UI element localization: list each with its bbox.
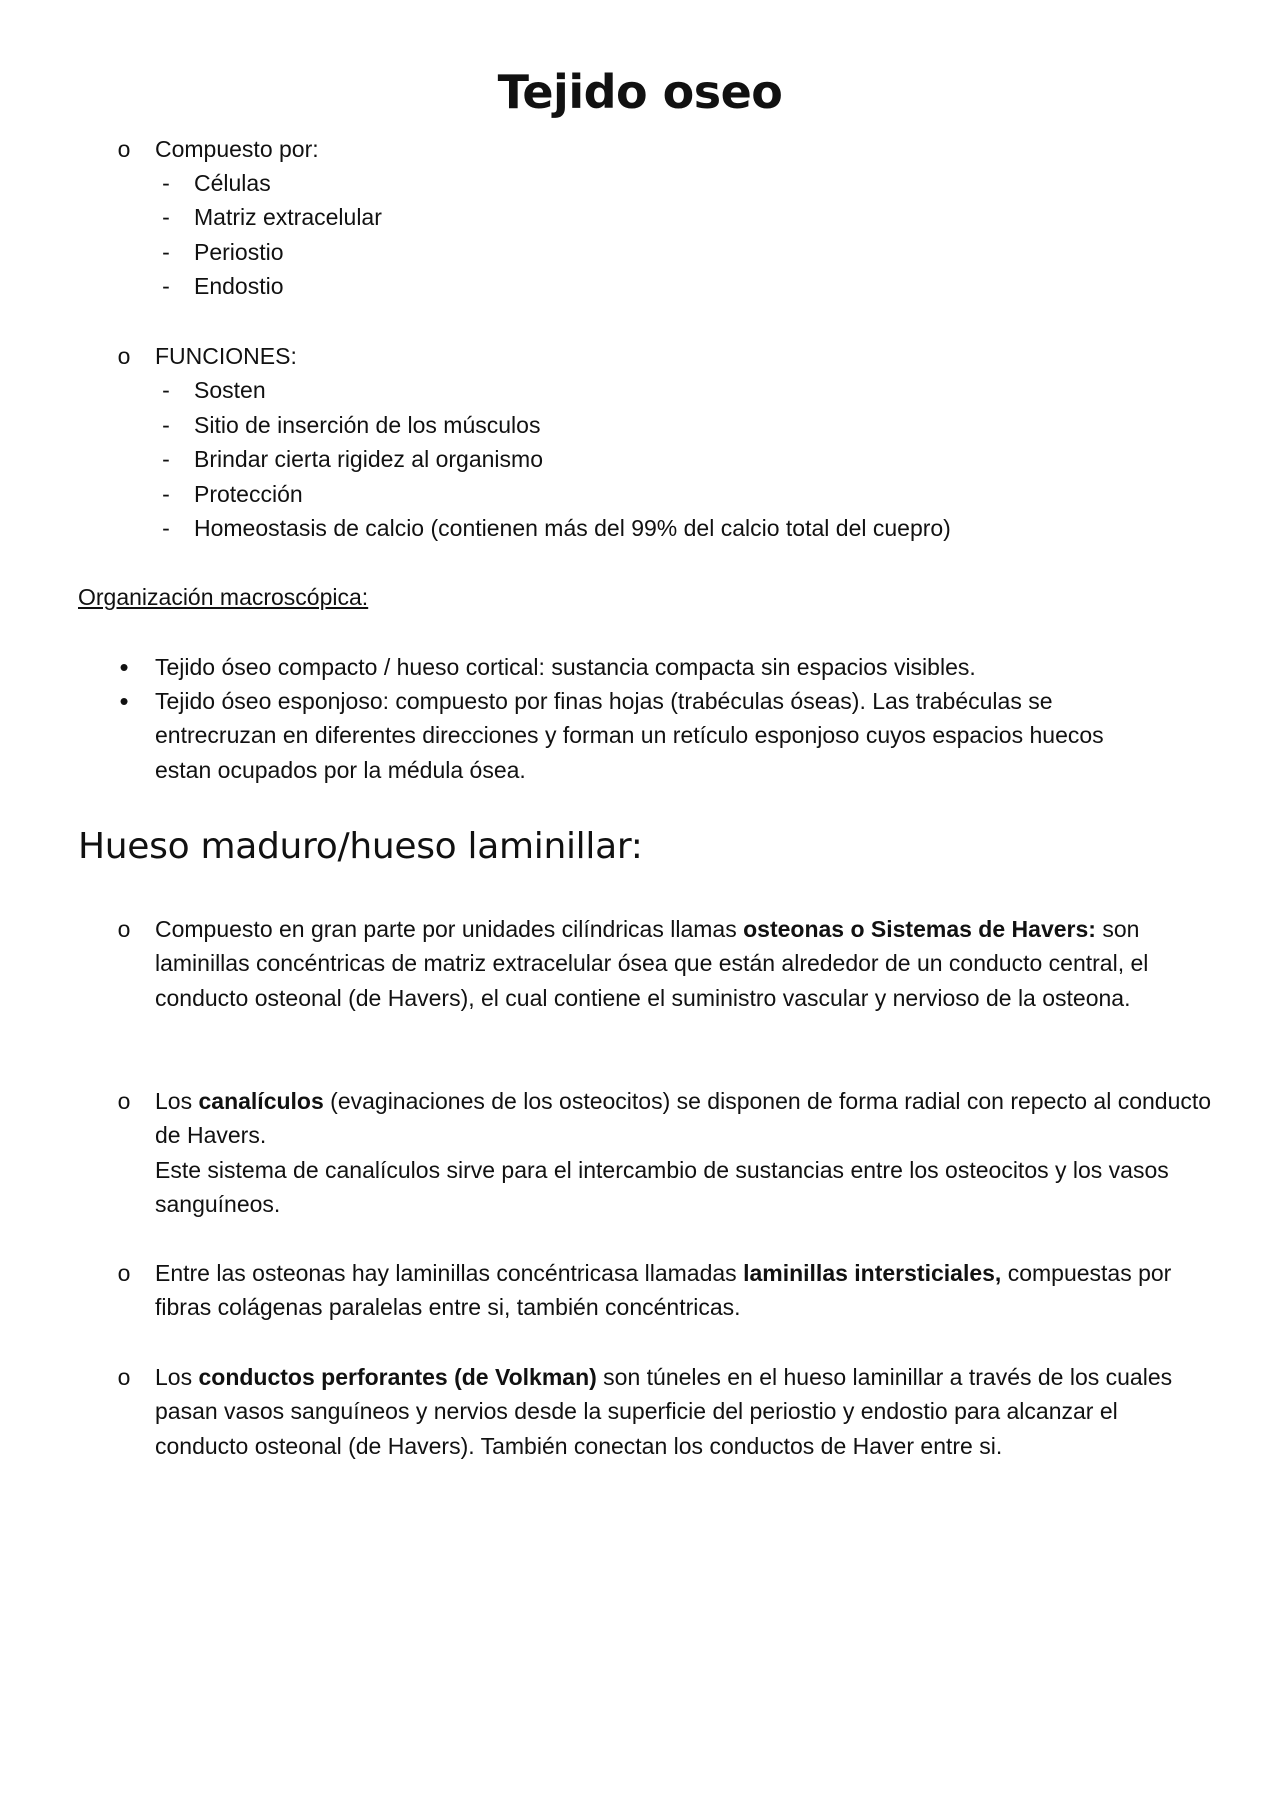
canaliculos-text-post: (evaginaciones de los osteocitos) se disponen de forma radial con repecto al conducto de Havers. (155, 1088, 1212, 1149)
circle-bullet-icon: o (117, 1088, 131, 1114)
circle-bullet-icon: o (117, 343, 131, 369)
list-item: Brindar cierta rigidez al organismo (194, 446, 543, 472)
canaliculos-text-pre: Los (155, 1088, 199, 1114)
page-title: Tejido oseo (497, 65, 783, 119)
list-item: Células (194, 170, 271, 196)
canaliculos-paragraph (155, 1084, 1215, 1221)
compuesto-label: Compuesto por: (155, 136, 319, 162)
list-item: Homeostasis de calcio (contienen más del 99% del calcio total del cuepro) (194, 515, 951, 541)
osteonas-paragraph (155, 912, 1215, 1015)
volkman-text-post: son túneles en el hueso laminillar a través de los cuales pasan vasos sanguíneos y nervios desde la superficie del periostio y endostio para alcanzar el conducto osteonal (de Havers). También conectan los conductos de Haver entre si. (155, 1364, 1173, 1459)
circle-bullet-icon: o (117, 136, 131, 162)
funciones-label: FUNCIONES: (155, 343, 297, 369)
osteonas-text-pre: Compuesto en gran parte por unidades cilíndricas llamas (155, 916, 744, 942)
dash-bullet-icon: - (162, 377, 170, 403)
canaliculos-term: canalículos (198, 1088, 324, 1114)
osteonas-text-post: son laminillas concéntricas de matriz extracelular ósea que están alrededor de un conducto central, el conducto osteonal (de Havers), el cual contiene el suministro vascular y nervioso de la osteona. (155, 916, 1149, 1011)
intersticiales-text-post: compuestas por fibras colágenas paralelas entre si, también concéntricas. (155, 1260, 1172, 1321)
list-item: Endostio (194, 273, 284, 299)
volkman-term: conductos perforantes (de Volkman) (198, 1364, 597, 1390)
intersticiales-term: laminillas intersticiales, (743, 1260, 1002, 1286)
macro-bullet-esponjoso: Tejido óseo esponjoso: compuesto por finas hojas (trabéculas óseas). Las trabéculas se entrecruzan en diferentes direcciones y forman un retículo esponjoso cuyos espacios huecos estan ocupados por la médula ósea. (155, 688, 1104, 783)
list-item: Protección (194, 481, 303, 507)
circle-bullet-icon: o (117, 1364, 131, 1390)
osteonas-term: osteonas o Sistemas de Havers: (743, 916, 1096, 942)
bullet-dot-icon: • (119, 686, 129, 716)
dash-bullet-icon: - (162, 515, 170, 541)
dash-bullet-icon: - (162, 273, 170, 299)
dash-bullet-icon: - (162, 412, 170, 438)
dash-bullet-icon: - (162, 446, 170, 472)
section-heading: Hueso maduro/hueso laminillar: (78, 826, 643, 867)
circle-bullet-icon: o (117, 1260, 131, 1286)
dash-bullet-icon: - (162, 170, 170, 196)
intersticiales-paragraph (155, 1256, 1215, 1325)
dash-bullet-icon: - (162, 239, 170, 265)
dash-bullet-icon: - (162, 204, 170, 230)
list-item: Matriz extracelular (194, 204, 382, 230)
volkman-paragraph (155, 1360, 1215, 1463)
intersticiales-text-pre: Entre las osteonas hay laminillas concéntricasa llamadas (155, 1260, 744, 1286)
volkman-text-pre: Los (155, 1364, 199, 1390)
list-item: Sosten (194, 377, 266, 403)
macro-bullet-compacto: Tejido óseo compacto / hueso cortical: sustancia compacta sin espacios visibles. (155, 654, 976, 680)
dash-bullet-icon: - (162, 481, 170, 507)
bullet-dot-icon: • (119, 652, 129, 682)
circle-bullet-icon: o (117, 916, 131, 942)
list-item: Periostio (194, 239, 284, 265)
canaliculos-text-second: Este sistema de canalículos sirve para el intercambio de sustancias entre los osteocitos y los vasos sanguíneos. (155, 1156, 1169, 1217)
macro-heading: Organización macroscópica: (78, 584, 369, 610)
list-item: Sitio de inserción de los músculos (194, 412, 541, 438)
